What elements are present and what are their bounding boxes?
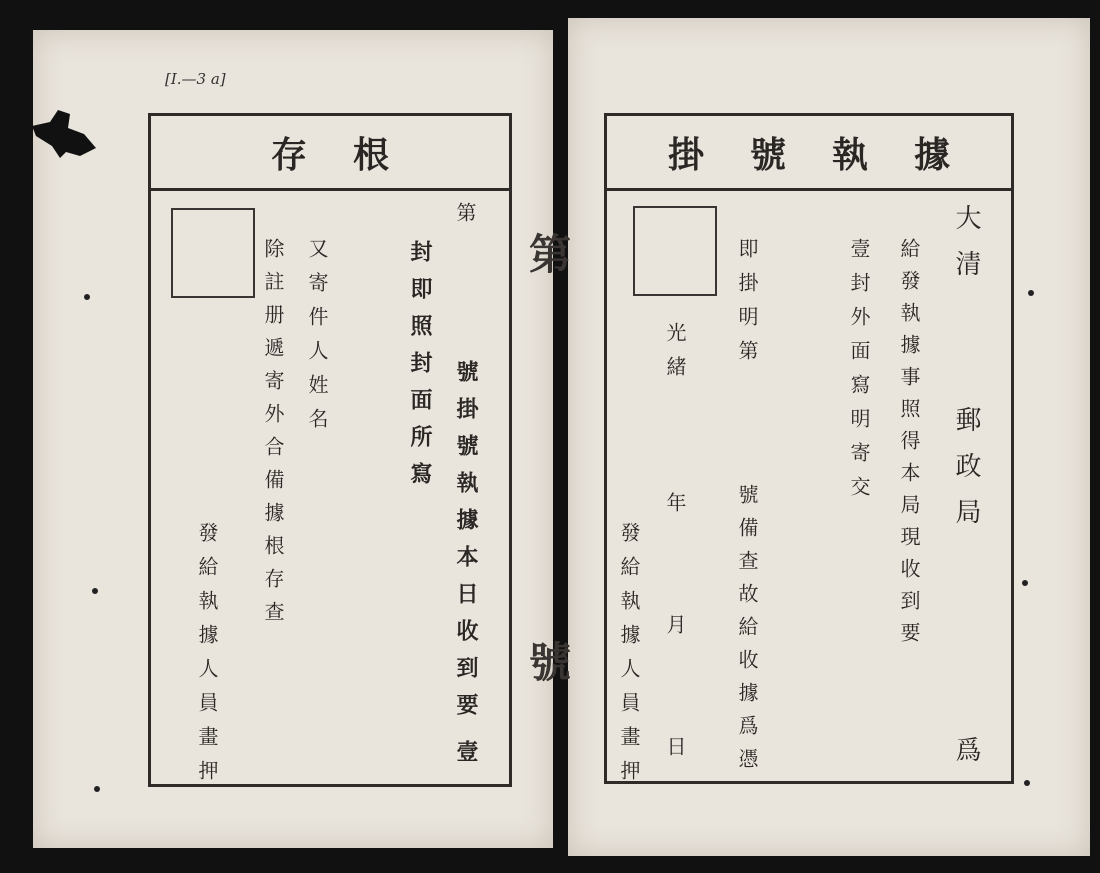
binding-hole [1024,780,1030,786]
ink-blot-icon [30,108,98,160]
counterfoil-col4: 除註册遞寄外合備據根存查 [261,238,285,634]
receipt-date-month: 月 [663,614,687,648]
receipt-date-day: 日 [663,736,687,770]
binding-hole [84,294,90,300]
receipt-col4-bottom: 號備查故給收據爲憑 [735,484,759,781]
stamp-box [633,206,717,296]
counterfoil-col1-end: 壹 [453,740,479,777]
receipt-col1-top: 大清 [951,204,981,296]
receipt-title: 掛號執據 [667,133,996,176]
counterfoil-col1-bottom: 號掛號執據本日收到要 [453,360,479,730]
seam-char-bottom: 號 [529,638,572,687]
counterfoil-col2: 封即照封面所寫 [407,240,433,499]
counterfoil-form [148,113,512,794]
binding-hole [1028,290,1034,296]
receipt-date-era: 光緒 [663,322,687,390]
counterfoil-col3: 又寄件人姓名 [305,238,329,442]
counterfoil-col5: 發給執據人員畫押 [195,522,219,794]
receipt-col6: 發給執據人員畫押 [617,522,641,794]
receipt-col1-mid: 郵政局 [951,406,981,544]
receipt-col2: 給發執據事照得本局現收到要 [897,238,921,654]
receipt-col1-end: 爲 [951,736,981,782]
counterfoil-header [151,116,509,191]
binding-hole [94,786,100,792]
reference-label: [I.—3 a] [165,70,226,88]
seam-char-top: 第 [529,230,572,279]
counterfoil-col1-top: 第 [453,202,477,236]
binding-hole [92,588,98,594]
stamp-box [171,208,255,298]
receipt-col3: 壹封外面寫明寄交 [847,238,871,510]
counterfoil-title: 存根 [270,133,435,176]
receipt-form [604,113,1014,794]
receipt-header [607,116,1011,191]
binding-hole [1022,580,1028,586]
receipt-date-year: 年 [663,492,687,526]
receipt-col4-top: 即掛明第 [735,238,759,374]
